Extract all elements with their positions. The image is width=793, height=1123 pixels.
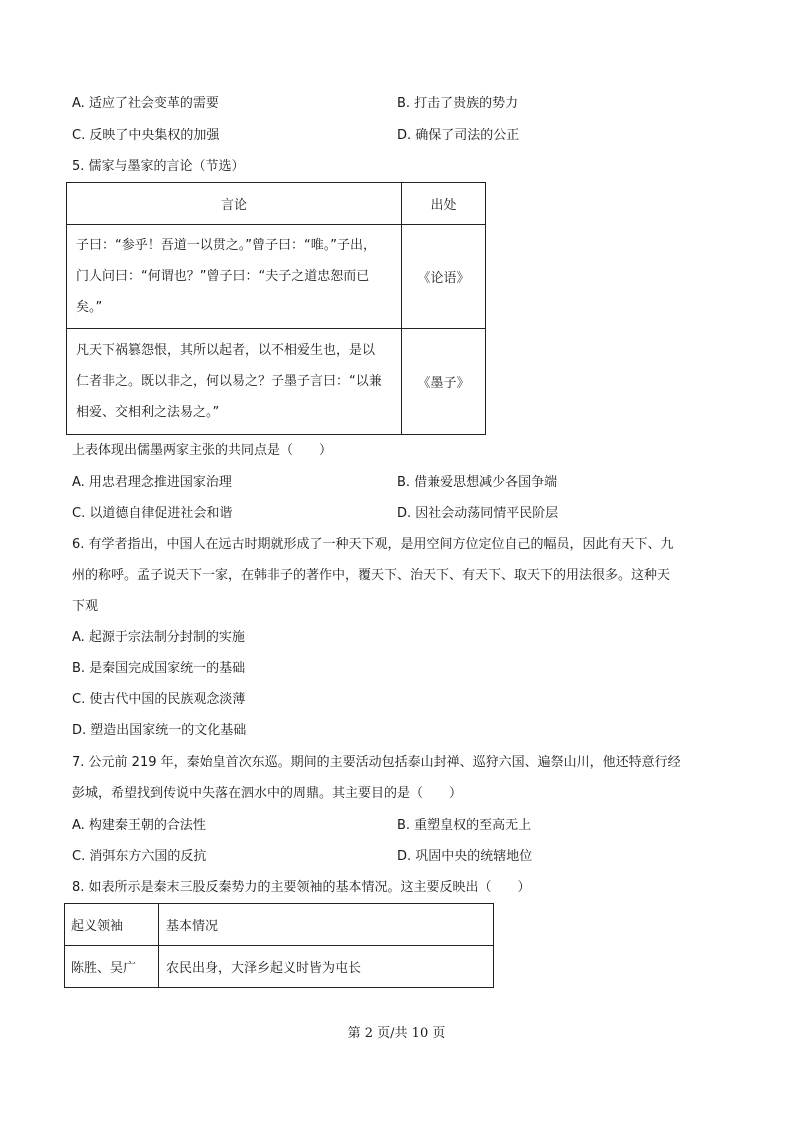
q6-stem-line: 州的称呼。孟子说天下一家，在韩非子的著作中，覆天下、治天下、有天下、取天下的用法很多。这种天 [72, 568, 671, 583]
q8-leader-table [64, 903, 494, 988]
q5-option-d: D. 因社会动荡同情平民阶层 [397, 506, 559, 521]
q5-option-c: C. 以道德自律促进社会和谐 [72, 506, 233, 521]
q5-option-b: B. 借兼爱思想减少各国争端 [397, 475, 558, 490]
quote-line: 凡天下祸篡怨恨，其所以起者，以不相爱生也，是以 [76, 343, 376, 358]
table-header-cell: 出处 [401, 183, 485, 225]
q7-stem-line: 7. 公元前 219 年，秦始皇首次东巡。期间的主要活动包括泰山封禅、巡狩六国、遍祭山川，他还特意行经 [72, 755, 681, 770]
quote-line: 门人问曰：“何谓也？”曾子曰：“夫子之道忠恕而已 [76, 269, 370, 284]
q7-option-a: A. 构建秦王朝的合法性 [72, 818, 206, 833]
quote-line: 子曰：“参乎！吾道一以贯之。”曾子曰：“唯。”子出， [76, 238, 376, 253]
q5-option-a: A. 用忠君理念推进国家治理 [72, 475, 232, 490]
q8-stem: 8. 如表所示是秦末三股反秦势力的主要领袖的基本情况。这主要反映出（ ） [72, 880, 531, 895]
q6-stem-line: 6. 有学者指出，中国人在远古时期就形成了一种天下观，是用空间方位定位自己的幅员，因此有天下、九 [72, 537, 674, 552]
table-row [65, 946, 494, 988]
q6-option-a: A. 起源于宗法制分封制的实施 [72, 630, 245, 645]
quote-line: 矣。” [76, 300, 103, 315]
q5-question: 上表体现出儒墨两家主张的共同点是（ ） [72, 443, 333, 458]
table-header-cell: 言论 [67, 183, 402, 225]
info-cell: 农民出身，大泽乡起义时皆为屯长 [159, 946, 494, 988]
table-row [67, 329, 486, 435]
quote-line: 相爱、交相利之法易之。” [76, 405, 220, 420]
q6-option-d: D. 塑造出国家统一的文化基础 [72, 723, 247, 738]
table-header-cell: 基本情况 [159, 904, 494, 946]
q4-option-b: B. 打击了贵族的势力 [397, 96, 519, 111]
q6-option-c: C. 使古代中国的民族观念淡薄 [72, 692, 246, 707]
table-header-row [67, 183, 486, 225]
q6-stem-line: 下观 [72, 599, 99, 614]
q7-option-b: B. 重塑皇权的至高无上 [397, 818, 532, 833]
q5-quote-table [66, 182, 486, 435]
q7-option-c: C. 消弭东方六国的反抗 [72, 849, 207, 864]
q4-option-d: D. 确保了司法的公正 [397, 128, 520, 143]
table-header-row [65, 904, 494, 946]
page-footer: 第 2 页/共 10 页 [347, 1026, 446, 1041]
quote-line: 仁者非之。既以非之，何以易之？子墨子言曰：“以兼 [76, 374, 382, 389]
source-cell: 《墨子》 [401, 329, 485, 435]
q6-option-b: B. 是秦国完成国家统一的基础 [72, 661, 246, 676]
q5-stem: 5. 儒家与墨家的言论（节选） [72, 159, 245, 174]
q7-stem-line: 彭城，希望找到传说中失落在泗水中的周鼎。其主要目的是（ ） [72, 786, 463, 801]
table-header-cell: 起义领袖 [65, 904, 159, 946]
q4-option-c: C. 反映了中央集权的加强 [72, 128, 220, 143]
source-cell: 《论语》 [401, 225, 485, 329]
quote-cell [67, 225, 402, 329]
q4-option-a: A. 适应了社会变革的需要 [72, 96, 219, 111]
table-row [67, 225, 486, 329]
q7-option-d: D. 巩固中央的统辖地位 [397, 849, 533, 864]
quote-cell [67, 329, 402, 435]
leader-cell: 陈胜、吴广 [65, 946, 159, 988]
